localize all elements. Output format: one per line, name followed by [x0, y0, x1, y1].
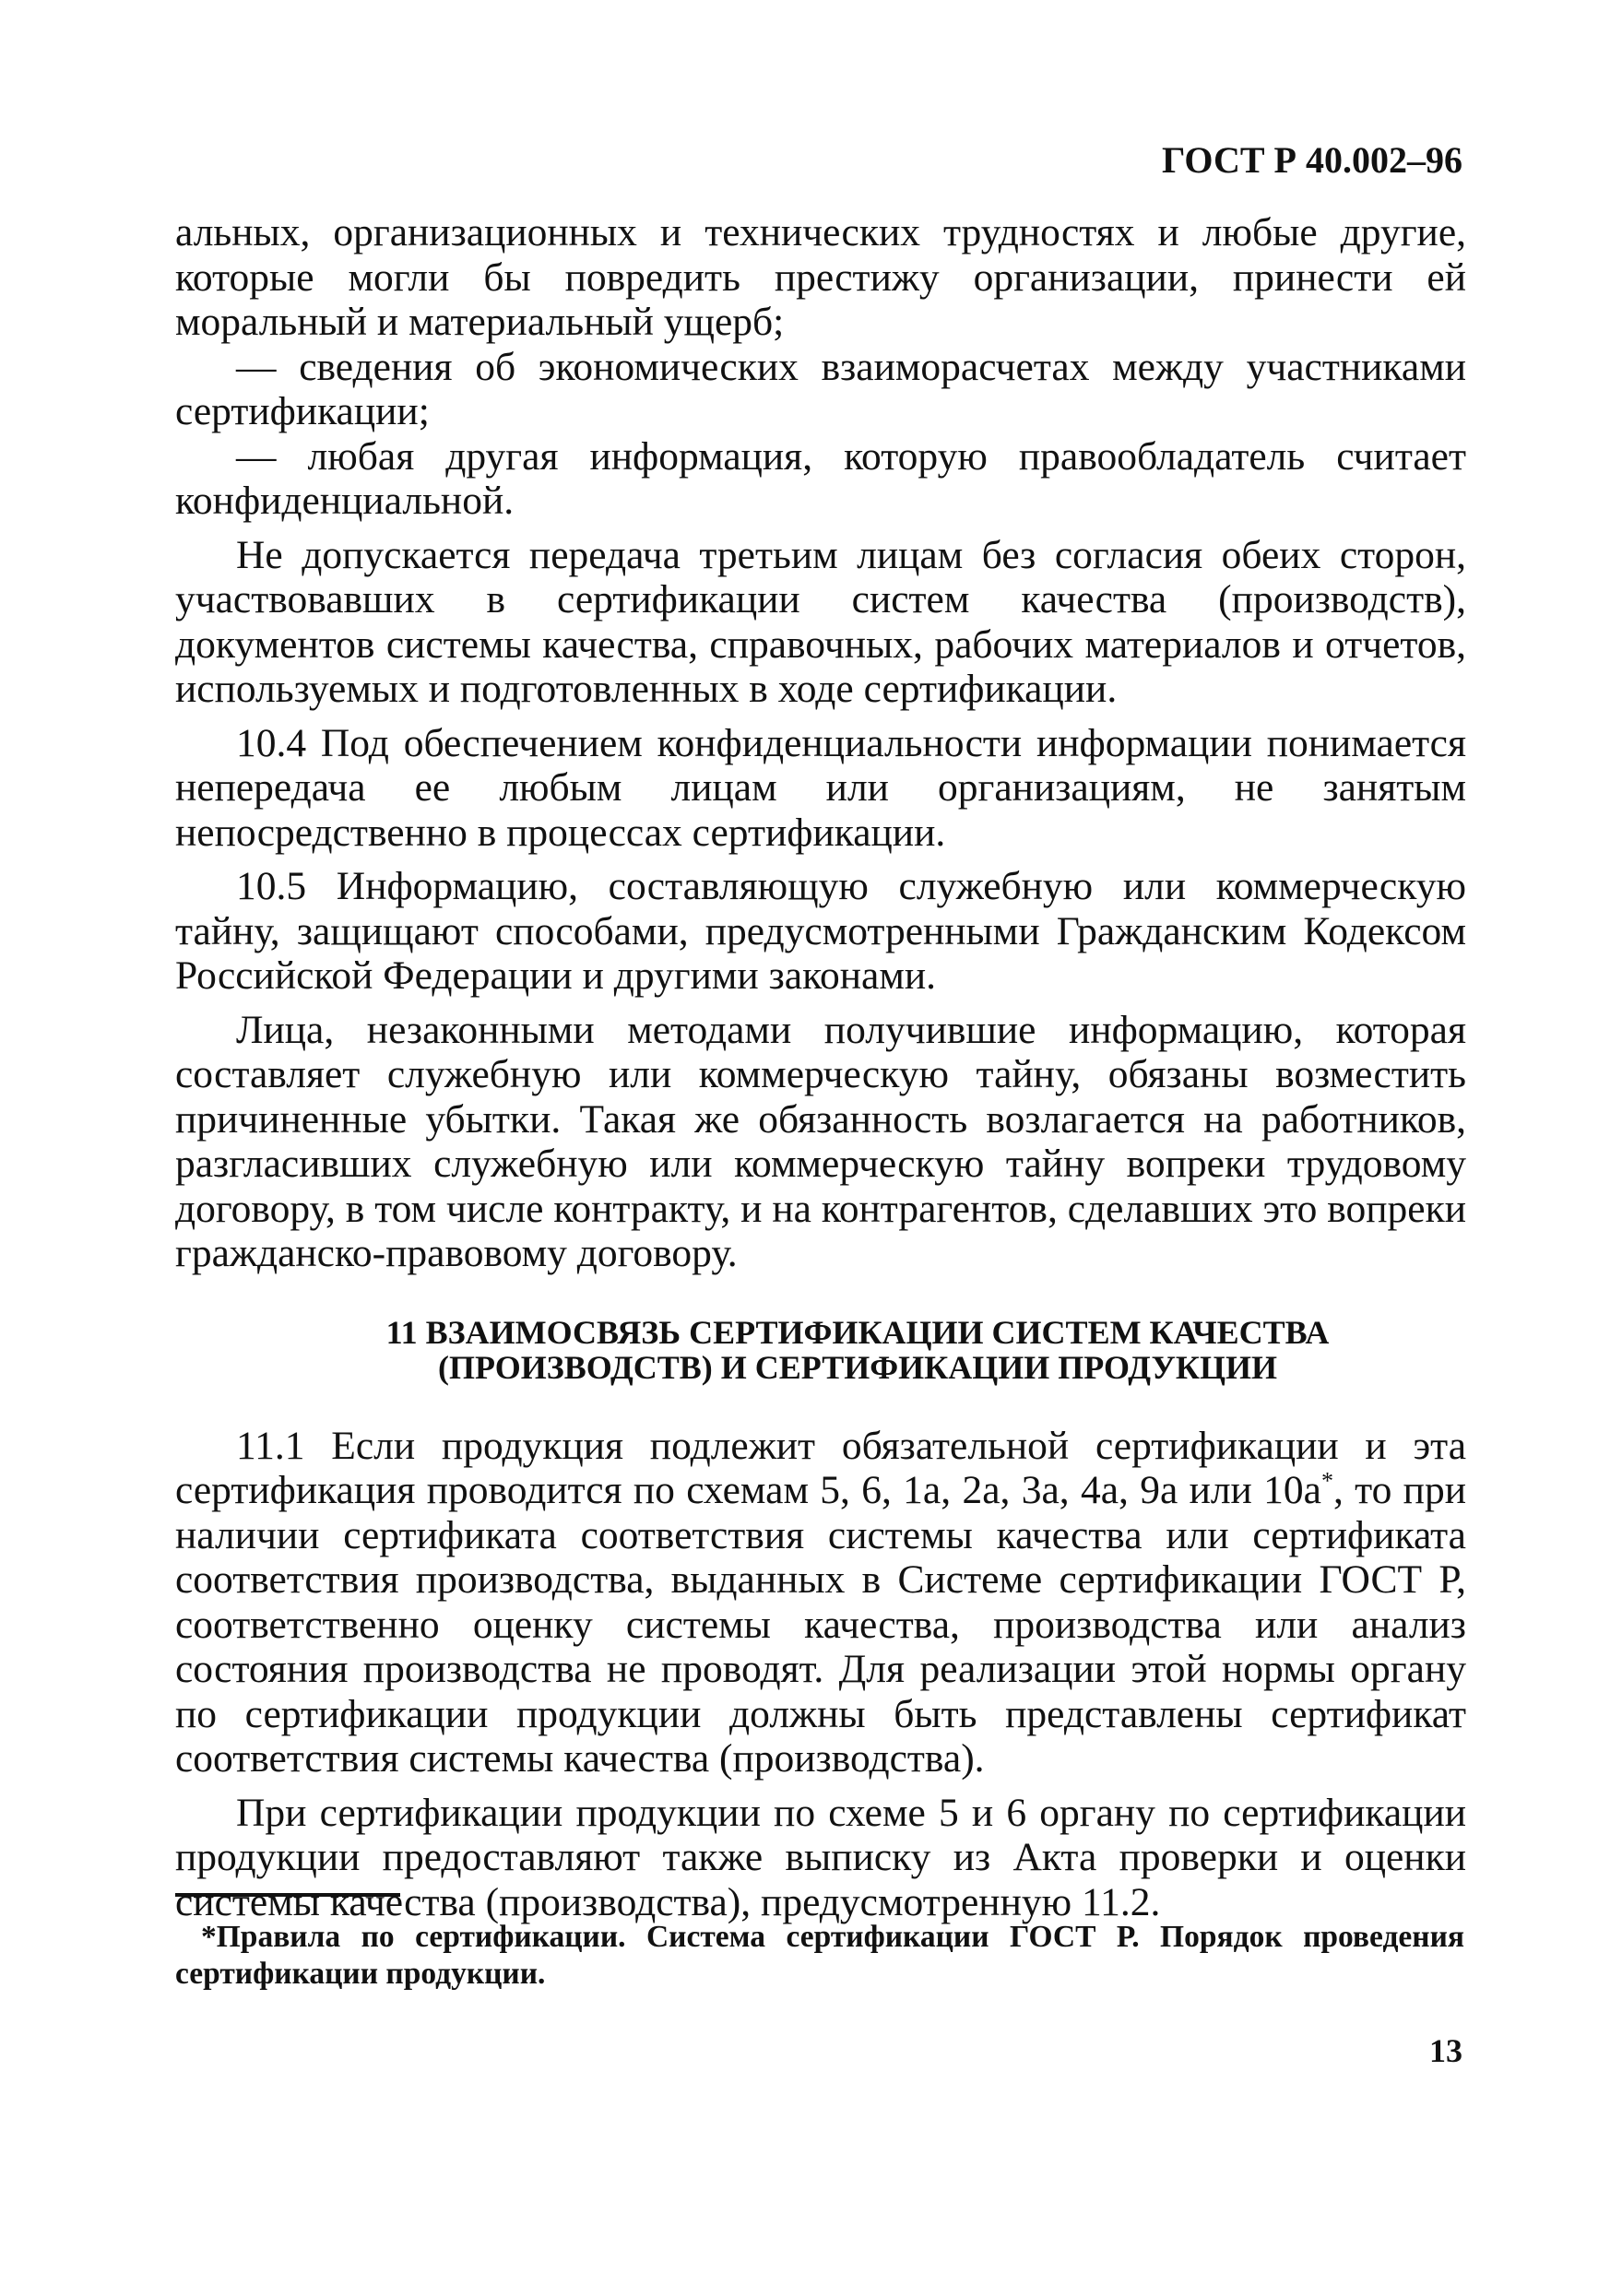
section-11-title [175, 1315, 1466, 1385]
standard-code-header: ГОСТ Р 40.002–96 [1161, 139, 1462, 181]
body-text [175, 210, 1466, 1924]
paragraph-10-5: 10.5 Информацию, составляющую служебную или коммерческую тайну, защищают способами, предусмотренными Гражданским Кодексом Российской Федерации и другими законами. [175, 864, 1466, 998]
footnote-divider [175, 1893, 400, 1897]
paragraph-11-1-end: , то при наличии сертификата соответствия системы качества или сертификата соответствия производства, выданных в Системе сертификации ГОСТ Р, соответственно оценку системы качества, производства или анализ состояния производства не проводят. Для реализации этой нормы органу по сертификации продукции должны быть представлены сертификат соответствия системы качества (производства). [175, 1468, 1466, 1781]
paragraph-10-4: 10.4 Под обеспечением конфиденциальности информации понимается непередача ее любым лицам или организациям, не занятым непосредственно в процессах сертификации. [175, 720, 1466, 855]
paragraph-continuation: альных, организационных и технических трудностях и любые другие, которые могли бы повредить престижу организации, принести ей моральный и материальный ущерб; [175, 210, 1466, 344]
paragraph-list-item-confidential: — любая другая информация, которую правообладатель считает конфиденциальной. [175, 433, 1466, 523]
paragraph-11-1 [175, 1424, 1466, 1781]
paragraph-list-item-settlements: — сведения об экономических взаиморасчетах между участниками сертификации; [175, 344, 1466, 433]
paragraph-liability: Лица, незаконными методами получившие информацию, которая составляет служебную или коммерческую тайну, обязаны возместить причиненные убытки. Такая же обязанность возлагается на работников, разгласивших служебную или коммерческую тайну вопреки трудовому договору, в том числе контракту, и на контрагентов, сделавших это вопреки гражданско-правовому договору. [175, 1007, 1466, 1275]
paragraph-third-parties: Не допускается передача третьим лицам без согласия обеих сторон, участвовавших в сертификации систем качества (производств), документов системы качества, справочных, рабочих материалов и отчетов, используемых и подготовленных в ходе сертификации. [175, 532, 1466, 711]
section-title-line-2: (ПРОИЗВОДСТВ) И СЕРТИФИКАЦИИ ПРОДУКЦИИ [438, 1348, 1277, 1386]
page-number: 13 [1429, 2032, 1462, 2069]
section-title-line-1: 11 ВЗАИМОСВЯЗЬ СЕРТИФИКАЦИИ СИСТЕМ КАЧЕСТВА [385, 1313, 1330, 1351]
paragraph-11-1-start: 11.1 Если продукция подлежит обязательной сертификации и эта сертификация проводится по схемам 5, 6, 1а, 2а, 3а, 4а, 9а или 10а [175, 1423, 1466, 1512]
footnote-mark: * [1320, 1467, 1333, 1495]
footnote-text: *Правила по сертификации. Система сертификации ГОСТ Р. Порядок проведения сертификации продукции. [175, 1920, 1464, 1991]
paragraph-schemes-5-6: При сертификации продукции по схеме 5 и 6 органу по сертификации продукции предоставляют также выписку из Акта проверки и оценки системы качества (производства), предусмотренную 11.2. [175, 1790, 1466, 1924]
